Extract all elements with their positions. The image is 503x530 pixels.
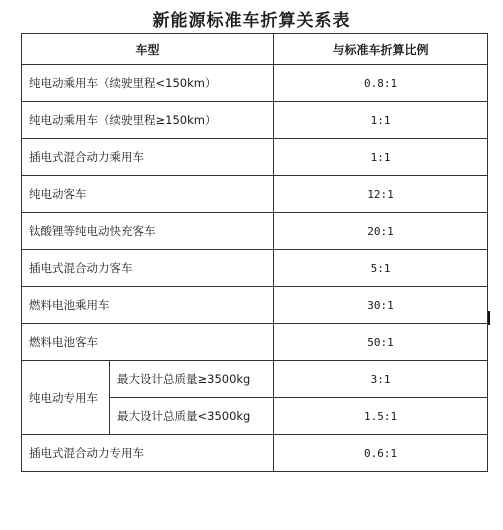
vehicle-type-cell: 插电式混合动力客车 (22, 250, 274, 287)
ratio-cell: 50:1 (274, 324, 488, 361)
table-row (22, 139, 488, 176)
ratio-cell: 20:1 (274, 213, 488, 250)
ratio-cell: 30:1 (274, 287, 488, 324)
table-row (22, 176, 488, 213)
vehicle-type-cell: 钛酸锂等纯电动快充客车 (22, 213, 274, 250)
table-row (22, 361, 488, 398)
ratio-cell: 5:1 (274, 250, 488, 287)
table-row (22, 287, 488, 324)
ratio-cell: 0.8:1 (274, 65, 488, 102)
table-row (22, 213, 488, 250)
vehicle-type-cell: 燃料电池乘用车 (22, 287, 274, 324)
vehicle-type-cell: 纯电动乘用车（续驶里程<150km） (22, 65, 274, 102)
ratio-cell: 3:1 (274, 361, 488, 398)
condition-cell: 最大设计总质量<3500kg (110, 398, 274, 435)
condition-cell: 最大设计总质量≥3500kg (110, 361, 274, 398)
table-row (22, 102, 488, 139)
conversion-table (21, 33, 488, 472)
table-header-row (22, 34, 488, 65)
header-ratio: 与标准车折算比例 (274, 34, 488, 65)
ratio-cell: 0.6:1 (274, 435, 488, 472)
page-title: 新能源标准车折算关系表 (152, 11, 351, 31)
vehicle-type-cell: 插电式混合动力专用车 (22, 435, 274, 472)
header-vehicle-type: 车型 (22, 34, 274, 65)
vehicle-type-cell: 纯电动乘用车（续驶里程≥150km） (22, 102, 274, 139)
ratio-cell: 12:1 (274, 176, 488, 213)
vehicle-type-cell: 纯电动客车 (22, 176, 274, 213)
table-row (22, 324, 488, 361)
ratio-cell: 1:1 (274, 139, 488, 176)
ratio-cell: 1:1 (274, 102, 488, 139)
vehicle-type-cell: 燃料电池客车 (22, 324, 274, 361)
table-row (22, 435, 488, 472)
table-row (22, 65, 488, 102)
ratio-cell: 1.5:1 (274, 398, 488, 435)
special-vehicle-type-cell: 纯电动专用车 (22, 361, 110, 435)
vehicle-type-cell: 插电式混合动力乘用车 (22, 139, 274, 176)
table-row (22, 250, 488, 287)
text-cursor (488, 311, 490, 325)
